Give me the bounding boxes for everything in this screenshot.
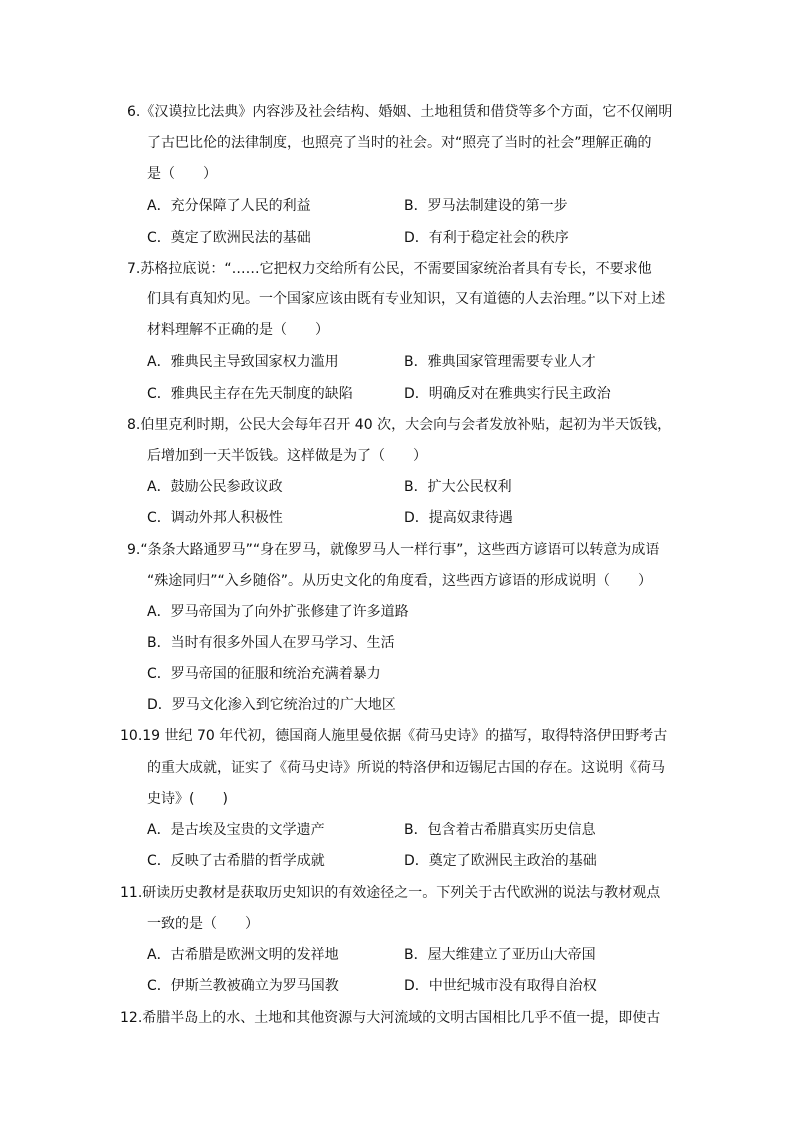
option-7-c: C．雅典民主存在先天制度的缺陷 <box>147 386 353 402</box>
question-number: 9. <box>127 542 141 558</box>
question-6-stem-line-2: 了古巴比伦的法律制度，也照亮了当时的社会。对“照亮了当时的社会”理解正确的 <box>147 135 652 151</box>
question-stem-text: 《汉谟拉比法典》内容涉及社会结构、婚姻、土地租赁和借贷等多个方面，它不仅阐明 <box>140 104 673 120</box>
question-10-stem-line-2: 的重大成就，证实了《荷马史诗》所说的特洛伊和迈锡尼古国的存在。这说明《荷马 <box>147 760 665 776</box>
question-11-stem-line-2: 一致的是（ ） <box>147 916 259 932</box>
question-number: 12. <box>120 1010 143 1026</box>
option-10-a: A．是古埃及宝贵的文学遗产 <box>147 822 325 838</box>
question-12-stem-line-1 <box>120 1009 660 1027</box>
option-10-c: C．反映了古希腊的哲学成就 <box>147 853 325 869</box>
option-9-b: B．当时有很多外国人在罗马学习、生活 <box>147 635 395 651</box>
question-9-stem-line-2: “殊途同归”“入乡随俗”。从历史文化的角度看，这些西方谚语的形成说明（ ） <box>147 573 653 589</box>
option-7-b: B．雅典国家管理需要专业人才 <box>404 354 596 370</box>
question-stem-text: 希腊半岛上的水、土地和其他资源与大河流域的文明古国相比几乎不值一提，即使古 <box>142 1010 661 1026</box>
question-number: 7. <box>127 261 141 277</box>
option-9-d: D．罗马文化渗入到它统治过的广大地区 <box>147 697 396 713</box>
option-11-a: A．古希腊是欧洲文明的发祥地 <box>147 947 339 963</box>
question-6-stem-line-3: 是（ ） <box>147 166 217 182</box>
question-8-stem-line-1 <box>127 416 671 434</box>
option-8-b: B．扩大公民权利 <box>404 479 512 495</box>
question-10-stem-line-3: 史诗》( ) <box>147 791 228 807</box>
option-6-a: A．充分保障了人民的利益 <box>147 198 311 214</box>
option-7-d: D．明确反对在雅典实行民主政治 <box>404 386 611 402</box>
question-7-stem-line-3: 材料理解不正确的是（ ） <box>147 322 329 338</box>
question-7-stem-line-1 <box>127 260 652 278</box>
question-stem-text: 19 世纪 70 年代初，德国商人施里曼依据《荷马史诗》的描写，取得特洛伊田野考古 <box>142 728 668 744</box>
option-6-d: D．有利于稳定社会的秩序 <box>404 230 569 246</box>
option-9-c: C．罗马帝国的征服和统治充满着暴力 <box>147 666 381 682</box>
option-8-d: D．提高奴隶待遇 <box>404 510 513 526</box>
option-11-d: D．中世纪城市没有取得自治权 <box>404 978 597 994</box>
question-stem-text: 伯里克利时期，公民大会每年召开 40 次，大会向与会者发放补贴，起初为半天饭钱， <box>140 417 672 433</box>
question-stem-text: “条条大路通罗马”“身在罗马，就像罗马人一样行事”，这些西方谚语可以转意为成语 <box>140 542 660 558</box>
question-stem-text: 研读历史教材是获取历史知识的有效途径之一。下列关于古代欧洲的说法与教材观点 <box>142 885 661 901</box>
question-number: 11. <box>120 885 143 901</box>
question-8-stem-line-2: 后增加到一天半饭钱。这样做是为了（ ） <box>147 448 427 464</box>
option-10-d: D．奠定了欧洲民主政治的基础 <box>404 853 597 869</box>
option-6-b: B．罗马法制建设的第一步 <box>404 198 568 214</box>
question-10-stem-line-1 <box>120 727 667 745</box>
question-number: 6. <box>127 104 141 120</box>
option-8-a: A．鼓励公民参政议政 <box>147 479 283 495</box>
question-11-stem-line-1 <box>120 884 660 902</box>
option-11-b: B．屋大维建立了亚历山大帝国 <box>404 947 596 963</box>
option-9-a: A．罗马帝国为了向外扩张修建了许多道路 <box>147 604 409 620</box>
option-10-b: B．包含着古希腊真实历史信息 <box>404 822 596 838</box>
question-9-stem-line-1 <box>127 541 659 559</box>
option-11-c: C．伊斯兰教被确立为罗马国教 <box>147 978 339 994</box>
option-8-c: C．调动外邦人积极性 <box>147 510 283 526</box>
question-6-stem-line-1 <box>127 103 672 121</box>
option-7-a: A．雅典民主导致国家权力滥用 <box>147 354 339 370</box>
question-number: 10. <box>120 728 143 744</box>
question-7-stem-line-2: 们具有真知灼见。一个国家应该由既有专业知识，又有道德的人去治理。”以下对上述 <box>147 291 666 307</box>
question-number: 8. <box>127 417 141 433</box>
question-stem-text: 苏格拉底说：“……它把权力交给所有公民，不需要国家统治者具有专长，不要求他 <box>140 261 652 277</box>
option-6-c: C．奠定了欧洲民法的基础 <box>147 230 311 246</box>
